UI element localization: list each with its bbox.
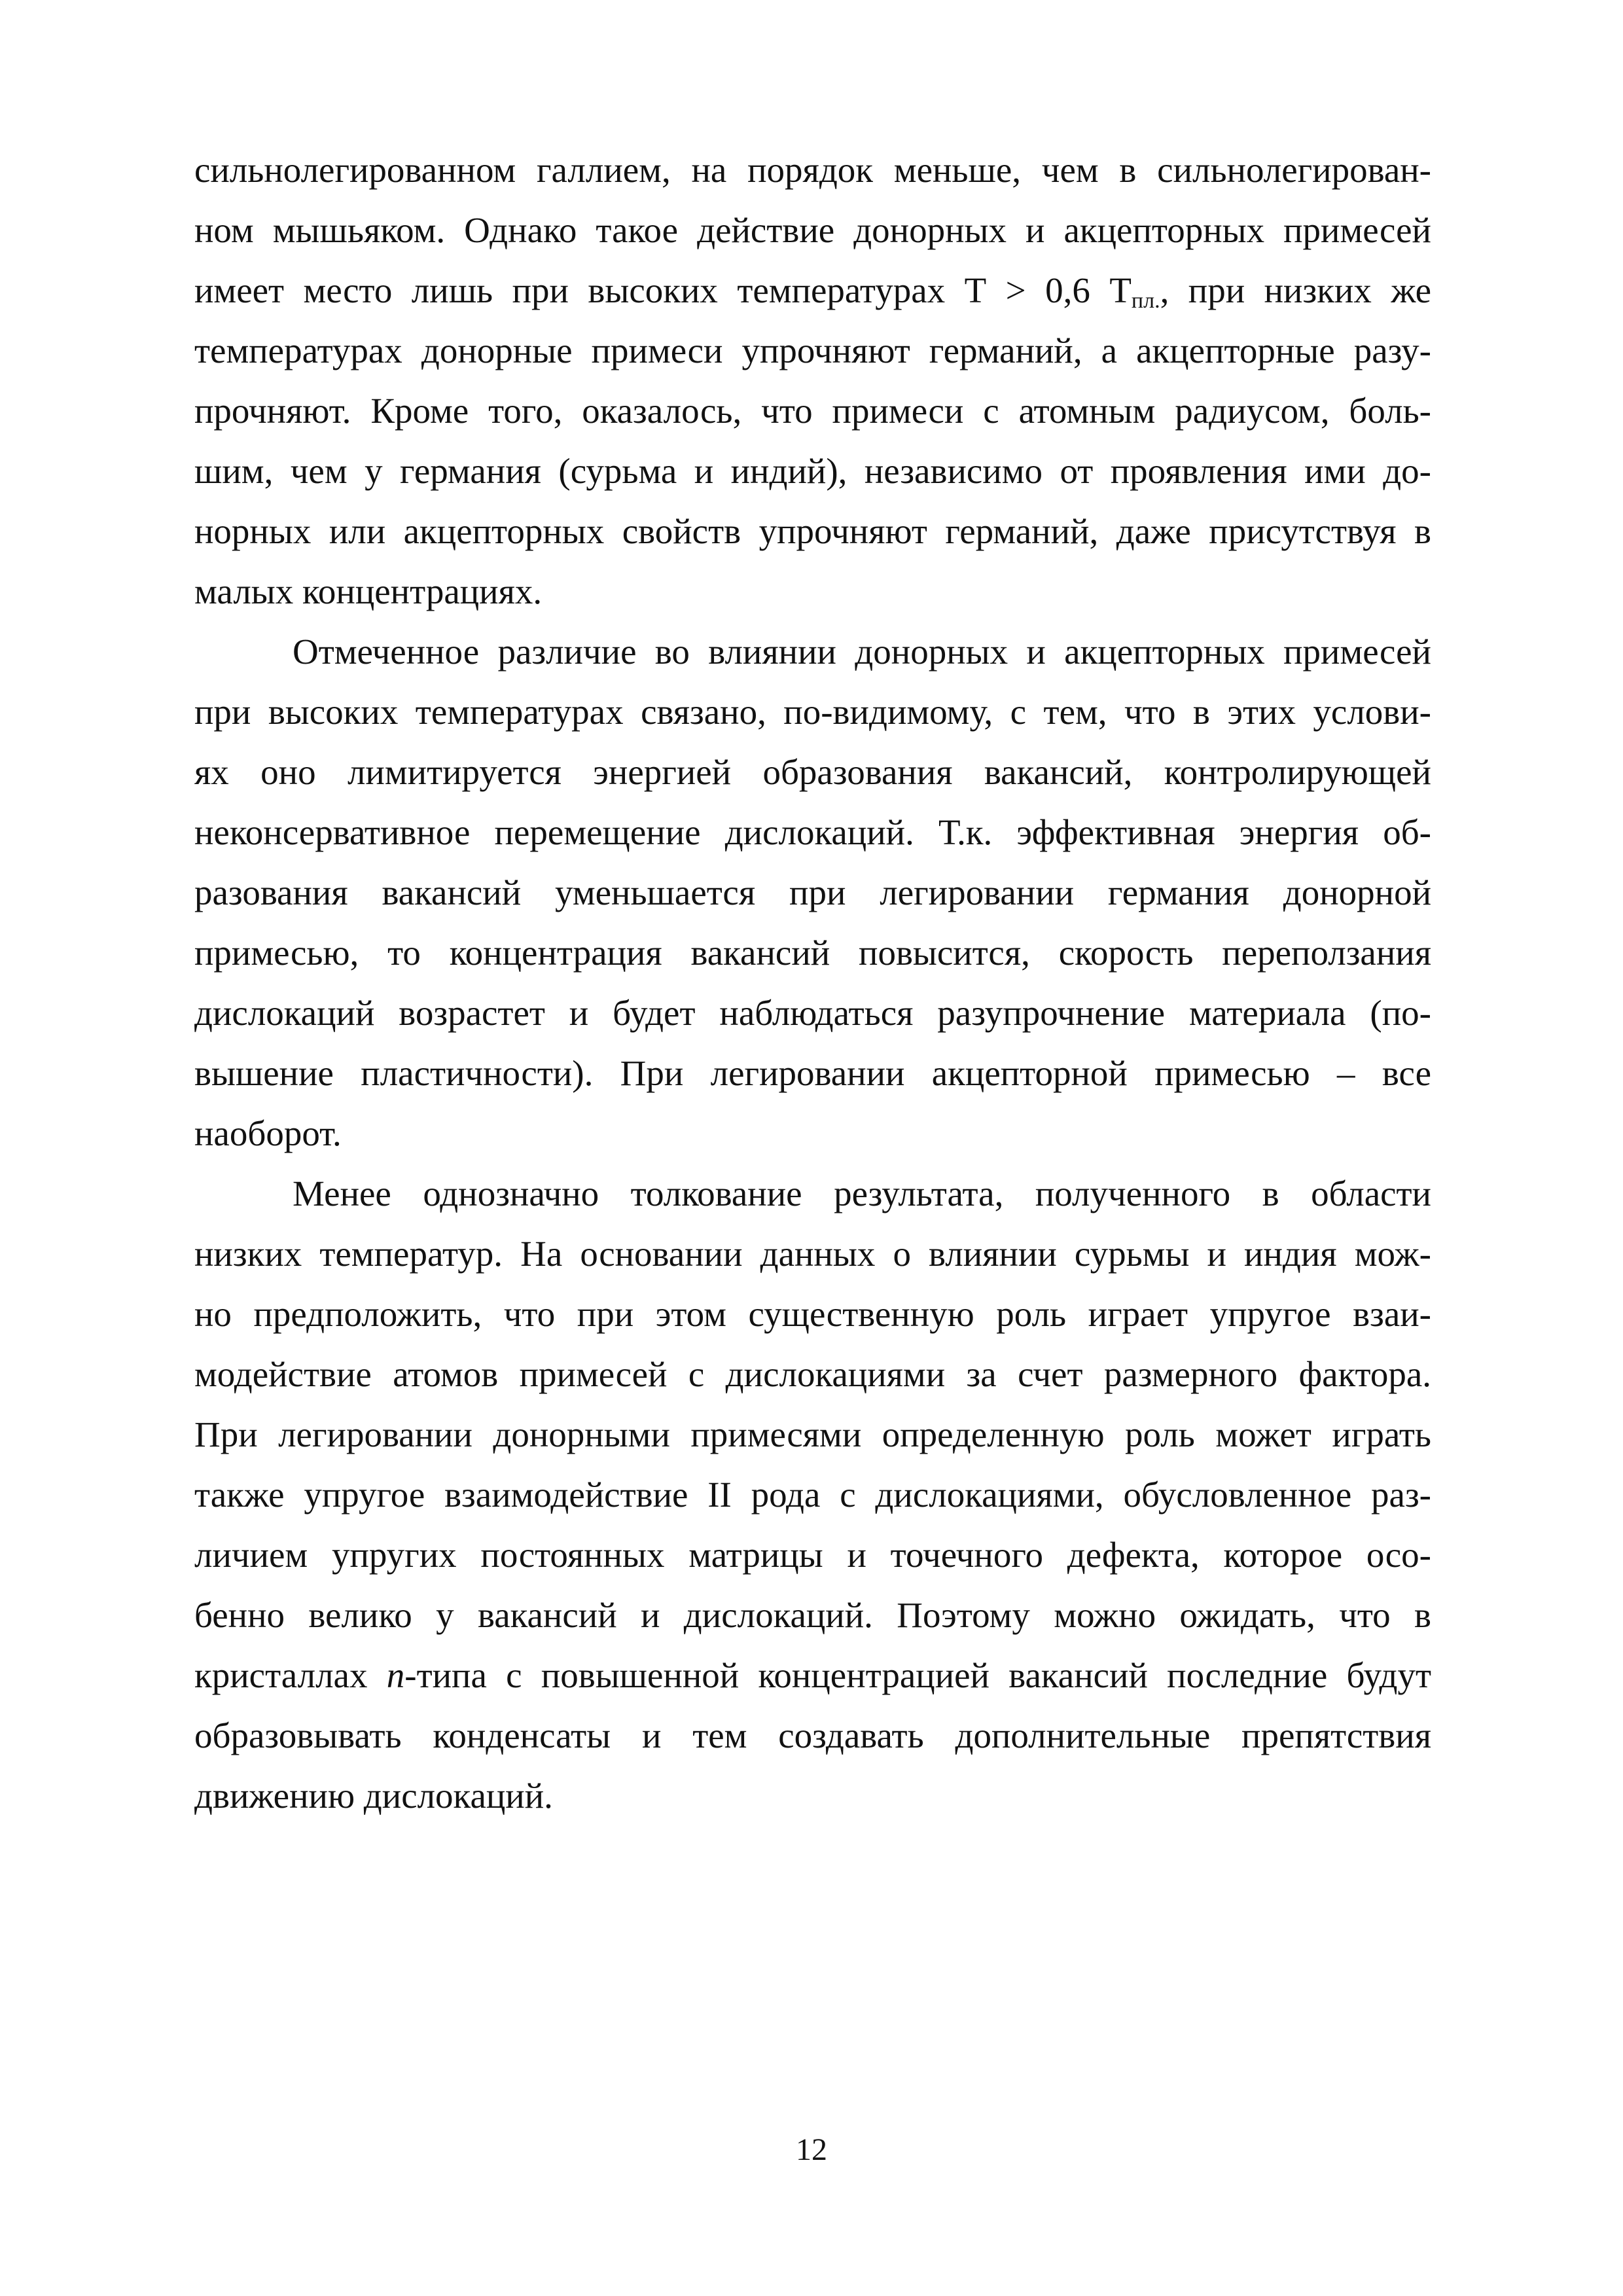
text-line: сильнолегированном галлием, на порядок меньше, чем в сильнолегирован- <box>194 150 1431 190</box>
text-line: низких температур. На основании данных о влиянии сурьмы и индия мож- <box>194 1234 1431 1274</box>
subscript-melting: пл. <box>1131 289 1160 313</box>
text-fragment: -типа с повышенной концентрацией вакансий последние будут <box>404 1655 1431 1695</box>
text-line: модействие атомов примесей с дислокациями за счет размерного фактора. <box>194 1354 1431 1394</box>
text-line: вышение пластичности). При легировании акцепторной примесью – все <box>194 1053 1431 1093</box>
text-line: малых концентрациях. <box>194 571 543 611</box>
text-line: личием упругих постоянных матрицы и точечного дефекта, которое осо- <box>194 1535 1431 1575</box>
text-line: наоборот. <box>194 1113 342 1153</box>
text-line: прочняют. Кроме того, оказалось, что примеси с атомным радиусом, боль- <box>194 391 1431 431</box>
paragraph-3 <box>194 1164 1431 1826</box>
text-line: Менее однозначно толкование результата, полученного в области <box>293 1174 1431 1213</box>
text-fragment: , при низких же <box>1160 270 1432 310</box>
text-line: но предположить, что при этом существенную роль играет упругое взаи- <box>194 1294 1431 1334</box>
page-number: 12 <box>796 2132 827 2167</box>
text-line <box>194 260 1431 321</box>
text-line: движению дислокаций. <box>194 1776 553 1816</box>
text-line: также упругое взаимодействие II рода с дислокациями, обусловленное раз- <box>194 1475 1431 1515</box>
text-line: Отмеченное различие во влиянии донорных и акцепторных примесей <box>293 632 1431 672</box>
text-line: примесью, то концентрация вакансий повысится, скорость переползания <box>194 933 1431 973</box>
text-line: образовывать конденсаты и тем создавать дополнительные препятствия <box>194 1715 1431 1755</box>
text-line: При легировании донорными примесями определенную роль может играть <box>194 1414 1431 1454</box>
paragraph-2 <box>194 622 1431 1164</box>
text-line: неконсервативное перемещение дислокаций. Т.к. эффективная энергия об- <box>194 812 1431 852</box>
text-line: ях оно лимитируется энергией образования вакансий, контролирующей <box>194 752 1431 792</box>
italic-n: n <box>386 1655 405 1695</box>
text-line <box>194 1645 1431 1706</box>
text-line: дислокаций возрастет и будет наблюдаться разупрочнение материала (по- <box>194 993 1431 1033</box>
text-line: температурах донорные примеси упрочняют германий, а акцепторные разу- <box>194 331 1431 370</box>
text-line: при высоких температурах связано, по-видимому, с тем, что в этих услови- <box>194 692 1431 732</box>
text-fragment: кристаллах <box>194 1655 387 1695</box>
document-body <box>194 140 1431 1826</box>
text-line: бенно велико у вакансий и дислокаций. Поэтому можно ожидать, что в <box>194 1595 1431 1635</box>
text-line: ном мышьяком. Однако такое действие донорных и акцепторных примесей <box>194 210 1431 250</box>
text-line: норных или акцепторных свойств упрочняют германий, даже присутствуя в <box>194 511 1431 551</box>
text-line: шим, чем у германия (сурьма и индий), независимо от проявления ими до- <box>194 451 1431 491</box>
text-fragment: имеет место лишь при высоких температурах Т > 0,6 Т <box>194 270 1132 310</box>
text-line: разования вакансий уменьшается при легировании германия донорной <box>194 872 1431 912</box>
paragraph-1 <box>194 140 1431 622</box>
